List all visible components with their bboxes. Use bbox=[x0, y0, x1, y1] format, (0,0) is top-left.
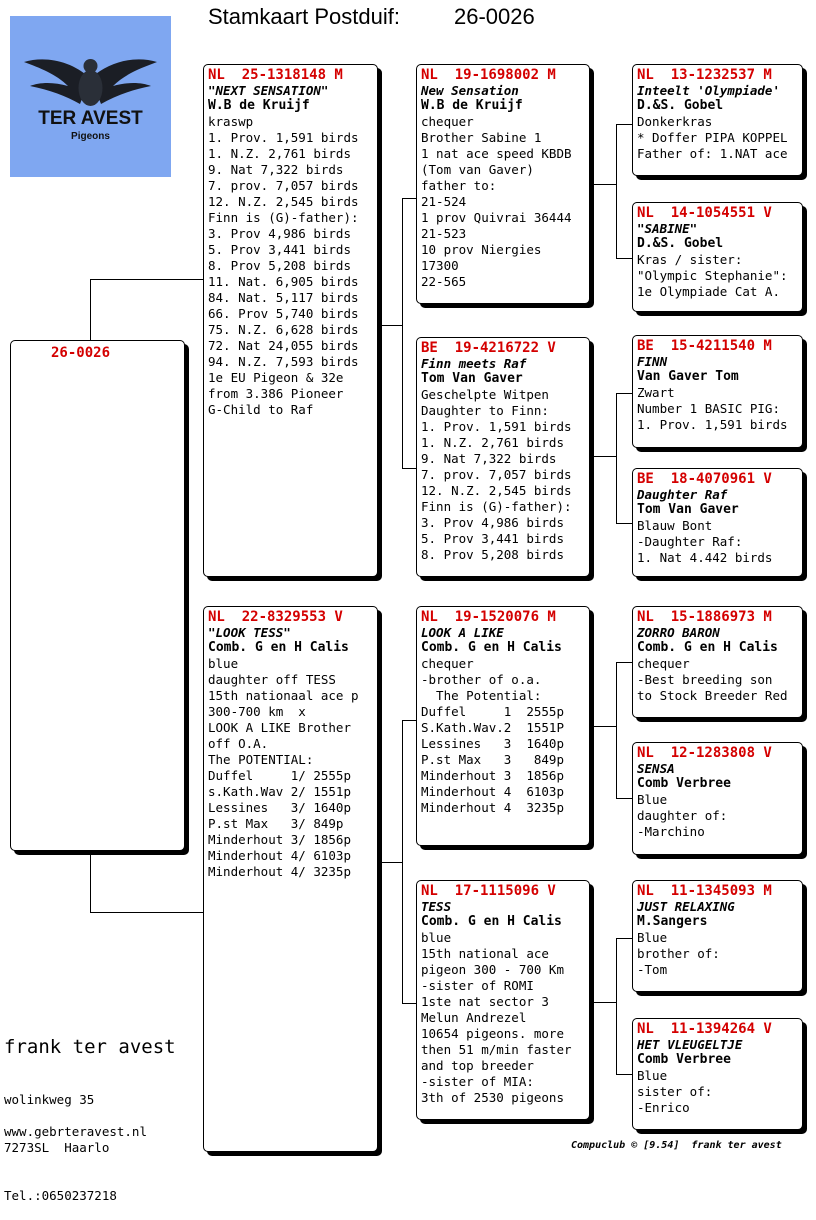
pedigree-line: 1e EU Pigeon & 32e bbox=[208, 370, 344, 385]
pigeon-name: ZORRO BARON bbox=[637, 625, 720, 640]
title-number: 26-0026 bbox=[454, 4, 535, 29]
pedigree-line: chequer bbox=[421, 656, 474, 671]
pedigree-line: 15th national ace bbox=[421, 946, 549, 961]
pedigree-line: P.st Max 3 849p bbox=[421, 752, 564, 767]
pigeon-owner: D.&S. Gobel bbox=[637, 98, 724, 113]
pedigree-line: 1. N.Z. 2,761 birds bbox=[208, 146, 351, 161]
pedigree-line: 3. Prov 4,986 birds bbox=[208, 226, 351, 241]
connector bbox=[616, 258, 632, 259]
connector bbox=[402, 468, 416, 469]
pigeon-owner: Tom Van Gaver bbox=[421, 371, 523, 386]
pedigree-line: Number 1 BASIC PIG: bbox=[637, 401, 780, 416]
connector bbox=[380, 862, 402, 863]
ring-number: NL 14-1054551 V bbox=[637, 205, 772, 221]
pigeon-owner: Comb. G en H Calis bbox=[637, 640, 778, 655]
connector bbox=[402, 720, 416, 721]
pedigree-line: Father of: 1.NAT ace bbox=[637, 146, 788, 161]
pedigree-line: brother of: bbox=[637, 946, 720, 961]
pedigree-line: Minderhout 3 1856p bbox=[421, 768, 564, 783]
pedigree-line: Blauw Bont bbox=[637, 518, 713, 533]
pedigree-line: -Tom bbox=[637, 962, 668, 977]
pedigree-line: Minderhout 4 6103p bbox=[421, 784, 564, 799]
pedigree-line: Duffel 1 2555p bbox=[421, 704, 564, 719]
pigeon-name: "SABINE" bbox=[637, 221, 698, 236]
pedigree-line: 12. N.Z. 2,545 birds bbox=[421, 483, 572, 498]
pedigree-line: 1. Nat 4.442 birds bbox=[637, 550, 773, 565]
pigeon-card-p10 bbox=[632, 468, 803, 577]
pedigree-line: -Daughter Raf: bbox=[637, 534, 743, 549]
pedigree-line: 9. Nat 7,322 birds bbox=[208, 162, 344, 177]
pigeon-name: LOOK A LIKE bbox=[421, 625, 504, 640]
connector bbox=[594, 726, 616, 727]
connector bbox=[616, 1074, 632, 1075]
connector bbox=[90, 279, 203, 280]
website-link[interactable]: www.gebrteravest.nl bbox=[4, 1124, 147, 1139]
pigeon-name: New Sensation bbox=[421, 83, 519, 98]
pedigree-line: Lessines 3 1640p bbox=[421, 736, 564, 751]
pedigree-line: 9. Nat 7,322 birds bbox=[421, 451, 557, 466]
pedigree-line: Minderhout 4 3235p bbox=[421, 800, 564, 815]
pedigree-line: -Best breeding son bbox=[637, 672, 773, 687]
pedigree-line: Zwart bbox=[637, 385, 675, 400]
pedigree-line: blue bbox=[421, 930, 452, 945]
connector bbox=[616, 662, 617, 798]
connector bbox=[402, 198, 403, 468]
pedigree-line: kraswp bbox=[208, 114, 254, 129]
connector bbox=[616, 798, 632, 799]
main-ring: 26-0026 bbox=[51, 345, 111, 361]
address-line: 7273SL Haarlo bbox=[4, 1140, 110, 1155]
pedigree-line: 1. N.Z. 2,761 birds bbox=[421, 435, 564, 450]
pedigree-line: 21-524 bbox=[421, 194, 467, 209]
pedigree-line: -Enrico bbox=[637, 1100, 690, 1115]
pedigree-line: 10 prov Niergies bbox=[421, 242, 542, 257]
pedigree-line: Blue bbox=[637, 1068, 668, 1083]
connector bbox=[594, 456, 616, 457]
pigeon-card-p3 bbox=[416, 64, 590, 304]
pedigree-line: from 3.386 Pioneer bbox=[208, 386, 344, 401]
pedigree-line: 1 nat ace speed KBDB bbox=[421, 146, 572, 161]
ring-number: NL 17-1115096 V bbox=[421, 883, 556, 899]
pigeon-owner: Comb. G en H Calis bbox=[421, 914, 562, 929]
pedigree-line: 1ste nat sector 3 bbox=[421, 994, 549, 1009]
page-title bbox=[208, 4, 535, 30]
pigeon-name: Inteelt 'Olympiade' bbox=[637, 83, 780, 98]
pedigree-line: 8. Prov 5,208 birds bbox=[421, 547, 564, 562]
pigeon-name: Finn meets Raf bbox=[421, 356, 527, 371]
ring-number: NL 19-1698002 M bbox=[421, 67, 556, 83]
pedigree-line: 7. prov. 7,057 birds bbox=[421, 467, 572, 482]
pedigree-line: Daughter to Finn: bbox=[421, 403, 549, 418]
pedigree-line: Finn is (G)-father): bbox=[421, 499, 572, 514]
pedigree-line: 1. Prov. 1,591 birds bbox=[637, 417, 788, 432]
pigeon-card-p5 bbox=[416, 606, 590, 846]
pigeon-card-p7 bbox=[632, 64, 803, 176]
connector bbox=[616, 393, 632, 394]
pedigree-line: The POTENTIAL: bbox=[208, 752, 314, 767]
connector bbox=[402, 1003, 416, 1004]
pedigree-line: father to: bbox=[421, 178, 497, 193]
connector bbox=[402, 720, 403, 1003]
pedigree-line: Minderhout 4/ 3235p bbox=[208, 864, 351, 879]
pedigree-line: (Tom van Gaver) bbox=[421, 162, 534, 177]
pedigree-line: * Doffer PIPA KOPPEL bbox=[637, 130, 788, 145]
pedigree-line: 5. Prov 3,441 birds bbox=[208, 242, 351, 257]
pigeon-owner: Comb. G en H Calis bbox=[208, 640, 349, 655]
ring-number: NL 11-1394264 V bbox=[637, 1021, 772, 1037]
pigeon-name: SENSA bbox=[637, 761, 675, 776]
pedigree-line: 22-565 bbox=[421, 274, 467, 289]
pedigree-line: 300-700 km x bbox=[208, 704, 306, 719]
pedigree-line: blue bbox=[208, 656, 239, 671]
main-pigeon-card bbox=[10, 340, 185, 851]
pigeon-card-p8 bbox=[632, 202, 803, 312]
pedigree-line: Minderhout 4/ 6103p bbox=[208, 848, 351, 863]
pedigree-line: G-Child to Raf bbox=[208, 402, 314, 417]
pigeon-name: Daughter Raf bbox=[637, 487, 728, 502]
ter-avest-logo bbox=[10, 16, 171, 177]
pedigree-line: 21-523 bbox=[421, 226, 467, 241]
pedigree-line: 3. Prov 4,986 birds bbox=[421, 515, 564, 530]
pedigree-line: and top breeder bbox=[421, 1058, 534, 1073]
pedigree-line: s.Kath.Wav 2/ 1551p bbox=[208, 784, 351, 799]
ring-number: NL 25-1318148 M bbox=[208, 67, 343, 83]
pedigree-line: 8. Prov 5,208 birds bbox=[208, 258, 351, 273]
connector bbox=[616, 523, 632, 524]
pigeon-card-p9 bbox=[632, 335, 803, 448]
ring-number: BE 18-4070961 V bbox=[637, 471, 772, 487]
pedigree-line: Donkerkras bbox=[637, 114, 713, 129]
pigeon-owner: Comb. G en H Calis bbox=[421, 640, 562, 655]
pigeon-name: HET VLEUGELTJE bbox=[637, 1037, 743, 1052]
pigeon-owner: D.&S. Gobel bbox=[637, 236, 724, 251]
pedigree-line: Blue bbox=[637, 930, 668, 945]
pedigree-line: pigeon 300 - 700 Km bbox=[421, 962, 564, 977]
pedigree-line: chequer bbox=[421, 114, 474, 129]
connector bbox=[380, 325, 402, 326]
pedigree-line: 17300 bbox=[421, 258, 459, 273]
pedigree-line: S.Kath.Wav.2 1551P bbox=[421, 720, 564, 735]
pedigree-line: 7. prov. 7,057 birds bbox=[208, 178, 359, 193]
logo-brand: TER AVEST bbox=[38, 108, 143, 129]
pigeon-owner: W.B de Kruijf bbox=[421, 98, 523, 113]
pedigree-line: "Olympic Stephanie": bbox=[637, 268, 788, 283]
pigeon-name: "LOOK TESS" bbox=[208, 625, 291, 640]
pedigree-line: Blue bbox=[637, 792, 668, 807]
connector bbox=[616, 662, 632, 663]
pedigree-line: -Marchino bbox=[637, 824, 705, 839]
pedigree-line: 94. N.Z. 7,593 birds bbox=[208, 354, 359, 369]
pigeon-owner: Van Gaver Tom bbox=[637, 369, 739, 384]
pedigree-line: 11. Nat. 6,905 birds bbox=[208, 274, 359, 289]
pedigree-line: Brother Sabine 1 bbox=[421, 130, 542, 145]
pedigree-line: off O.A. bbox=[208, 736, 269, 751]
connector bbox=[90, 912, 203, 913]
ring-number: NL 22-8329553 V bbox=[208, 609, 343, 625]
pigeon-name: TESS bbox=[421, 899, 452, 914]
pedigree-line: chequer bbox=[637, 656, 690, 671]
pedigree-line: 84. Nat. 5,117 birds bbox=[208, 290, 359, 305]
pigeon-name: "NEXT SENSATION" bbox=[208, 83, 329, 98]
pedigree-line: 72. Nat 24,055 birds bbox=[208, 338, 359, 353]
address-line: wolinkweg 35 bbox=[4, 1092, 95, 1107]
logo-sub: Pigeons bbox=[71, 131, 110, 142]
connector bbox=[594, 1002, 616, 1003]
pigeon-owner: Comb Verbree bbox=[637, 1052, 731, 1067]
pedigree-line: 12. N.Z. 2,545 birds bbox=[208, 194, 359, 209]
pedigree-line: 1 prov Quivrai 36444 bbox=[421, 210, 572, 225]
connector bbox=[616, 938, 617, 1074]
pedigree-line: LOOK A LIKE Brother bbox=[208, 720, 351, 735]
pedigree-line: daughter of: bbox=[637, 808, 728, 823]
pedigree-line: Lessines 3/ 1640p bbox=[208, 800, 351, 815]
pedigree-line: then 51 m/min faster bbox=[421, 1042, 572, 1057]
pedigree-line: 66. Prov 5,740 birds bbox=[208, 306, 359, 321]
pedigree-line: Duffel 1/ 2555p bbox=[208, 768, 351, 783]
connector bbox=[90, 279, 91, 341]
pedigree-line: 1. Prov. 1,591 birds bbox=[421, 419, 572, 434]
copyright: Compuclub © [9.54] frank ter avest bbox=[571, 1140, 782, 1151]
pedigree-line: The Potential: bbox=[421, 688, 542, 703]
pigeon-card-p13 bbox=[632, 880, 803, 992]
connector bbox=[616, 938, 632, 939]
pigeon-name: JUST RELAXING bbox=[637, 899, 735, 914]
pedigree-line: -brother of o.a. bbox=[421, 672, 542, 687]
address-line: Tel.:0650237218 bbox=[4, 1188, 117, 1203]
connector bbox=[90, 852, 91, 912]
pigeon-card-p1 bbox=[203, 64, 378, 577]
pigeon-card-p6 bbox=[416, 880, 590, 1120]
pedigree-line: sister of: bbox=[637, 1084, 713, 1099]
pedigree-line: Geschelpte Witpen bbox=[421, 387, 549, 402]
pedigree-line: daughter off TESS bbox=[208, 672, 336, 687]
ring-number: NL 11-1345093 M bbox=[637, 883, 772, 899]
pigeon-wings-icon bbox=[10, 16, 171, 177]
pedigree-line: 3th of 2530 pigeons bbox=[421, 1090, 564, 1105]
pedigree-line: 15th nationaal ace p bbox=[208, 688, 359, 703]
pedigree-line: -sister of MIA: bbox=[421, 1074, 534, 1089]
title-label: Stamkaart Postduif: bbox=[208, 4, 400, 29]
pigeon-owner: Tom Van Gaver bbox=[637, 502, 739, 517]
pedigree-line: Melun Andrezel bbox=[421, 1010, 527, 1025]
pedigree-line: Finn is (G)-father): bbox=[208, 210, 359, 225]
owner-name: frank ter avest bbox=[4, 1036, 176, 1058]
pedigree-line: -sister of ROMI bbox=[421, 978, 534, 993]
ring-number: BE 19-4216722 V bbox=[421, 340, 556, 356]
pedigree-line: 5. Prov 3,441 birds bbox=[421, 531, 564, 546]
ring-number: NL 12-1283808 V bbox=[637, 745, 772, 761]
ring-number: NL 19-1520076 M bbox=[421, 609, 556, 625]
pedigree-line: 75. N.Z. 6,628 birds bbox=[208, 322, 359, 337]
pigeon-card-p4 bbox=[416, 337, 590, 577]
pedigree-line: 1e Olympiade Cat A. bbox=[637, 284, 780, 299]
pigeon-card-p2 bbox=[203, 606, 378, 1152]
pedigree-line: P.st Max 3/ 849p bbox=[208, 816, 344, 831]
connector bbox=[616, 393, 617, 523]
pedigree-line: 10654 pigeons. more bbox=[421, 1026, 564, 1041]
ring-number: BE 15-4211540 M bbox=[637, 338, 772, 354]
pigeon-owner: M.Sangers bbox=[637, 914, 708, 929]
owner-address bbox=[4, 1060, 117, 1220]
connector bbox=[594, 184, 616, 185]
pigeon-card-p11 bbox=[632, 606, 803, 718]
pigeon-owner: Comb Verbree bbox=[637, 776, 731, 791]
connector bbox=[402, 198, 416, 199]
pigeon-card-p12 bbox=[632, 742, 803, 855]
pedigree-line: Minderhout 3/ 1856p bbox=[208, 832, 351, 847]
pedigree-line: to Stock Breeder Red bbox=[637, 688, 788, 703]
ring-number: NL 13-1232537 M bbox=[637, 67, 772, 83]
pigeon-card-p14 bbox=[632, 1018, 803, 1130]
pedigree-line: Kras / sister: bbox=[637, 252, 743, 267]
connector bbox=[616, 124, 617, 258]
connector bbox=[616, 124, 632, 125]
ring-number: NL 15-1886973 M bbox=[637, 609, 772, 625]
pedigree-line: 1. Prov. 1,591 birds bbox=[208, 130, 359, 145]
pigeon-owner: W.B de Kruijf bbox=[208, 98, 310, 113]
pigeon-name: FINN bbox=[637, 354, 668, 369]
